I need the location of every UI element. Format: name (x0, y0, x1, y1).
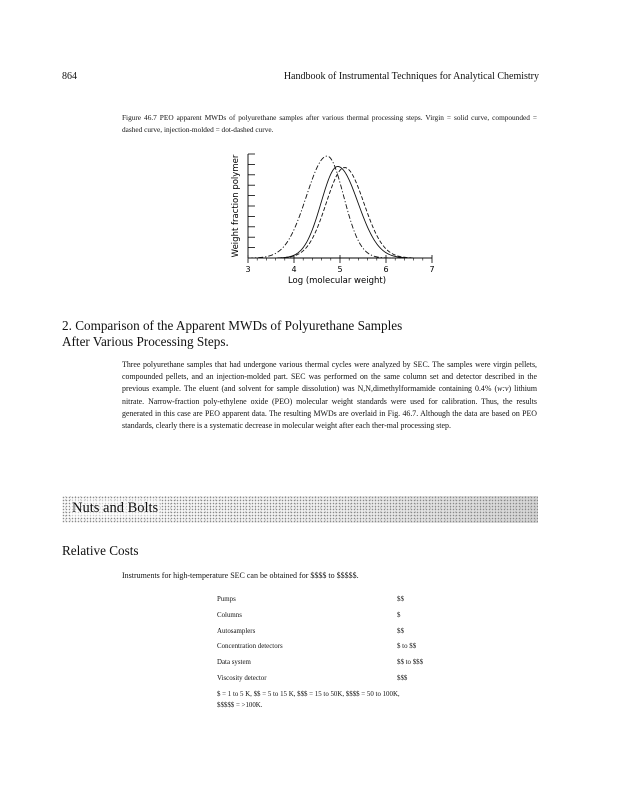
cost-item: Viscosity detector (217, 674, 267, 682)
relative-costs-heading: Relative Costs (62, 543, 139, 558)
x-tick-label: 6 (383, 265, 389, 274)
body-text-part-1: Three polyurethane samples that had undergone various thermal cycles were analyzed by SEC. The samples were virgin pellets, compounded pellets, and an injection-molded part. SEC was performed on the same column set and detector described in the previous example. The eluent (and solvent for sample dissolution) was N,N,dimethylformamide containing 0.4% ( (122, 360, 537, 394)
x-tick-label: 3 (245, 265, 251, 274)
cost-legend (217, 689, 487, 711)
body-units: w:v (497, 384, 509, 394)
cost-value: $ to $$ (397, 643, 417, 651)
cost-item: Columns (217, 612, 242, 620)
cost-legend-line-2: $$$$$ = >100K. (217, 702, 263, 709)
cost-value: $$ (397, 596, 404, 604)
table-row (217, 592, 477, 608)
table-row (217, 623, 477, 639)
banner-title: Nuts and Bolts (72, 500, 159, 516)
cost-value: $$ to $$$ (397, 659, 424, 667)
series-line-injection-molded (248, 156, 432, 258)
x-tick-label: 5 (337, 265, 343, 274)
x-tick-label: 7 (429, 265, 435, 274)
table-row (217, 639, 477, 655)
chart-canvas (222, 148, 452, 298)
cost-value: $$ (397, 627, 404, 635)
cost-value: $$$ (397, 674, 408, 682)
series-group (248, 156, 432, 258)
cost-item: Data system (217, 659, 251, 667)
body-text-part-2: ) lithium nitrate. Narrow-fraction poly-ethylene oxide (PEO) molecular weight standards were used for calibration. Thus, the results generated in this case are PEO apparent data. The resulting MWDs are overlaid in Fig. 46.7. Although the data are based on PEO standards, clearly there is a systematic decrease in molecular weight after each ther-mal processing step. (122, 384, 537, 431)
y-axis (248, 154, 255, 258)
x-axis-label: Log (molecular weight) (287, 276, 387, 286)
cost-item: Pumps (217, 596, 236, 604)
running-header-title: Handbook of Instrumental Techniques for Analytical Chemistry (283, 71, 539, 82)
series-line-compounded (248, 168, 432, 258)
section-heading (62, 318, 542, 350)
cost-item: Autosamplers (217, 627, 256, 635)
table-row (217, 655, 477, 671)
cost-table (217, 592, 477, 686)
y-axis-label: Weight fraction polymer (231, 154, 241, 258)
section-heading-line-1: 2. Comparison of the Apparent MWDs of Polyurethane Samples (62, 318, 403, 333)
section-body (122, 359, 537, 432)
series-line-virgin (248, 167, 432, 259)
figure-caption: Figure 46.7 PEO apparent MWDs of polyurethane samples after various thermal processing steps. Virgin = solid curve, compounded = dashed curve, injection-molded = dot-dashed curve. (122, 113, 537, 134)
table-row (217, 608, 477, 624)
page-number: 864 (62, 71, 77, 82)
costs-intro: Instruments for high-temperature SEC can be obtained for $$$$ to $$$$$. (122, 571, 359, 580)
x-tick-label: 4 (291, 265, 297, 274)
cost-legend-line-1: $ = 1 to 5 K, $$ = 5 to 15 K, $$$ = 15 to 50K, $$$$ = 50 to 100K, (217, 691, 400, 698)
table-row (217, 670, 477, 686)
section-heading-line-2: After Various Processing Steps. (62, 334, 229, 349)
cost-value: $ (397, 612, 401, 620)
mwd-chart (222, 148, 452, 298)
cost-item: Concentration detectors (217, 643, 283, 651)
